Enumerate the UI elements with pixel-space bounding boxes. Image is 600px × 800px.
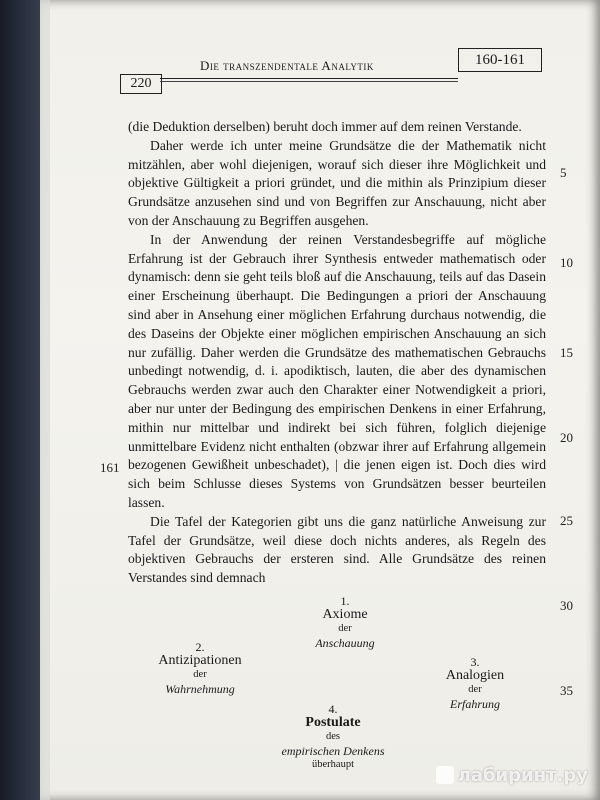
- labirint-logo-icon: [436, 766, 454, 784]
- line-number: 35: [560, 683, 573, 698]
- page-stack-edge: [40, 0, 50, 800]
- item-article: der: [468, 684, 482, 695]
- line-number: 15: [560, 345, 573, 360]
- line-number: 25: [560, 513, 573, 528]
- body-text: [128, 118, 546, 588]
- paragraph: (die Deduktion derselben) beruht doch immer auf dem reinen Verstande.: [128, 119, 522, 134]
- item-tail: überhaupt: [312, 759, 354, 770]
- paragraph: Daher werde ich unter meine Grundsätze die der Mathematik nicht mitzählen, aber wohl diejenigen, worauf sich dieser ihre Möglichkeit und objektive Gültigkeit a priori gründet, und die mithin als Prinzipium dieser Grundsätze anzusehen sind und von Begriffen zur Anschauung, nicht aber von der Anschauung zu Begriffen ausgehen.: [128, 137, 546, 228]
- line-number: 10: [560, 255, 573, 270]
- page-number: 220: [120, 74, 162, 94]
- header-rule: [160, 78, 458, 79]
- paragraph: In der Anwendung der reinen Verstandesbegriffe auf mögliche Erfahrung ist der Gebrauch ihrer Synthesis entweder mathematisch oder dynamisch: denn sie geht teils bloß auf die Anschauung, teils auf das Dasein einer Erscheinung überhaupt. Die Bedingungen a priori der Anschauung sind aber in Ansehung einer möglichen Erfahrung durchaus notwendig, die des Daseins der Objekte einer möglichen empirischen Anschauung an sich nur zufällig. Daher werden die Grundsätze des mathematischen Gebrauchs unbedingt notwendig, d. i. apodiktisch, lauten, die aber des dynamischen Gebrauchs werden zwar auch den Charakter einer Notwendigkeit a priori, aber nur unter der Bedingung des empirischen Denkens in einer Erfahrung, mithin nur mittelbar und indirekt bei sich führen, folglich diejenige unmittelbare Evidenz nicht enthalten (obzwar ihrer auf Erfahrung allgemein bezogenen Gewißheit unbeschadet), | die jenen eigen ist. Doch dies wird sich beim Schlusse dieses Systems von Grundsätzen besser beurteilen lassen.: [128, 231, 546, 510]
- item-subtitle: Anschauung: [315, 636, 375, 650]
- item-subtitle: empirischen Denkens: [281, 744, 385, 758]
- item-article: der: [338, 623, 352, 634]
- item-subtitle: Erfahrung: [449, 697, 500, 711]
- principle-analogien: [425, 655, 525, 711]
- watermark-text: лабиринт.ру: [457, 765, 588, 786]
- item-title: Analogien: [445, 668, 505, 683]
- principle-antizipationen: [140, 640, 260, 696]
- header-rule-thin: [160, 81, 458, 82]
- item-title: Axiome: [322, 607, 368, 622]
- line-number: 5: [560, 165, 567, 180]
- line-number: 30: [560, 598, 573, 613]
- paragraph: Die Tafel der Kategorien gibt uns die ganz natürliche Anweisung zur Tafel der Grundsätze, weil diese doch nichts anderes, als Regeln des objektiven Gebrauchs der ersteren sind. Alle Grundsätze des reinen Verstandes sind demnach: [128, 513, 546, 586]
- item-title: Antizipationen: [158, 653, 242, 668]
- margin-reference: 161: [100, 460, 120, 475]
- item-number: 1.: [340, 594, 350, 608]
- item-subtitle: Wahrnehmung: [165, 682, 235, 696]
- item-number: 4.: [328, 702, 338, 716]
- watermark-logo: [436, 765, 588, 786]
- principle-axiome: [300, 594, 390, 650]
- item-title: Postulate: [305, 715, 361, 730]
- item-article: des: [326, 731, 340, 742]
- running-head: Die transzendentale Analytik: [200, 58, 374, 73]
- item-number: 2.: [195, 640, 205, 654]
- item-number: 3.: [470, 655, 480, 669]
- reference-box: 160-161: [458, 48, 542, 72]
- principle-postulate: [268, 702, 398, 772]
- item-article: der: [193, 669, 207, 680]
- line-number: 20: [560, 430, 573, 445]
